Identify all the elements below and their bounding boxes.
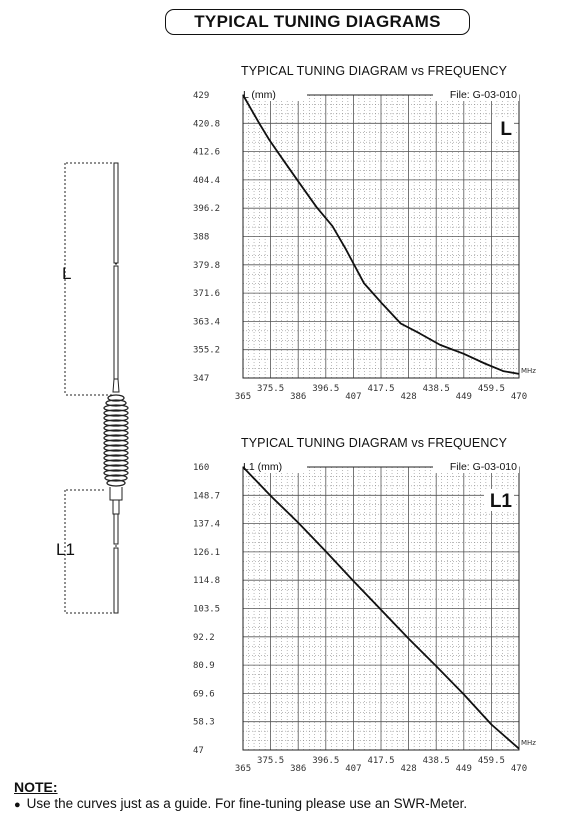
x-axis-unit: MHz	[521, 367, 536, 375]
y-tick-label: 379.8	[193, 260, 221, 271]
corner-label: L1	[489, 491, 512, 512]
x-tick-label: 396.5	[312, 756, 340, 766]
x-tick-label: 470	[510, 392, 528, 402]
y-tick-label: 58.3	[193, 717, 215, 728]
y-tick-label: 103.5	[193, 604, 221, 615]
x-tick-label: 396.5	[312, 384, 340, 394]
x-tick-label: 407	[345, 392, 362, 402]
file-label: File: G-03-010	[449, 89, 517, 101]
x-tick-label: 438.5	[422, 756, 450, 766]
y-tick-label: 412.6	[193, 147, 221, 158]
x-tick-label: 428	[400, 392, 417, 402]
y-tick-label: 420.8	[193, 119, 221, 130]
y-tick-label: 404.4	[193, 175, 221, 186]
x-tick-label: 470	[510, 764, 528, 774]
x-tick-label: 386	[290, 764, 307, 774]
chart-title-L1: TYPICAL TUNING DIAGRAM vs FREQUENCY	[241, 436, 508, 450]
file-label: File: G-03-010	[449, 461, 517, 473]
x-tick-label: 365	[234, 764, 252, 774]
note-text: Use the curves just as a guide. For fine-tuning please use an SWR-Meter.	[26, 796, 468, 811]
y-tick-label: 371.6	[193, 289, 221, 300]
x-tick-label: 407	[345, 764, 362, 774]
y-tick-label: 429	[193, 91, 210, 101]
y-tick-label: 80.9	[193, 661, 215, 672]
page-title: TYPICAL TUNING DIAGRAMS	[165, 9, 470, 35]
y-tick-label: 388	[193, 232, 210, 243]
y-tick-label: 148.7	[193, 491, 221, 502]
y-tick-label: 92.2	[193, 632, 215, 643]
y-tick-label: 114.8	[193, 576, 221, 587]
x-axis-unit: MHz	[521, 739, 536, 747]
x-tick-label: 417.5	[367, 384, 395, 394]
chart-title-L: TYPICAL TUNING DIAGRAM vs FREQUENCY	[241, 64, 508, 78]
x-tick-label: 459.5	[477, 384, 505, 394]
note-bullet: ●	[14, 799, 21, 811]
x-tick-label: 417.5	[367, 756, 395, 766]
x-tick-label: 428	[400, 764, 417, 774]
y-axis-label: L1 (mm)	[243, 461, 283, 473]
y-tick-label: 396.2	[193, 204, 221, 215]
x-tick-label: 375.5	[257, 384, 285, 394]
y-tick-label: 137.4	[193, 519, 221, 530]
y-axis-label: L (mm)	[243, 89, 276, 101]
x-tick-label: 365	[234, 392, 252, 402]
x-tick-label: 459.5	[477, 756, 505, 766]
y-tick-label: 69.6	[193, 689, 215, 700]
note-line	[14, 796, 467, 811]
x-tick-label: 438.5	[422, 384, 450, 394]
y-tick-label: 363.4	[193, 317, 221, 328]
x-tick-label: 386	[290, 392, 307, 402]
x-tick-label: 375.5	[257, 756, 285, 766]
antenna-label-L: L	[62, 264, 72, 283]
x-tick-label: 449	[455, 764, 472, 774]
corner-label: L	[500, 119, 512, 140]
y-tick-label: 47	[193, 746, 204, 756]
note-title: NOTE:	[14, 779, 58, 795]
y-tick-label: 126.1	[193, 547, 221, 558]
y-tick-label: 355.2	[193, 345, 221, 356]
y-tick-label: 347	[193, 374, 210, 384]
antenna-label-L1: L1	[56, 540, 75, 559]
y-tick-label: 160	[193, 463, 210, 473]
x-tick-label: 449	[455, 392, 472, 402]
